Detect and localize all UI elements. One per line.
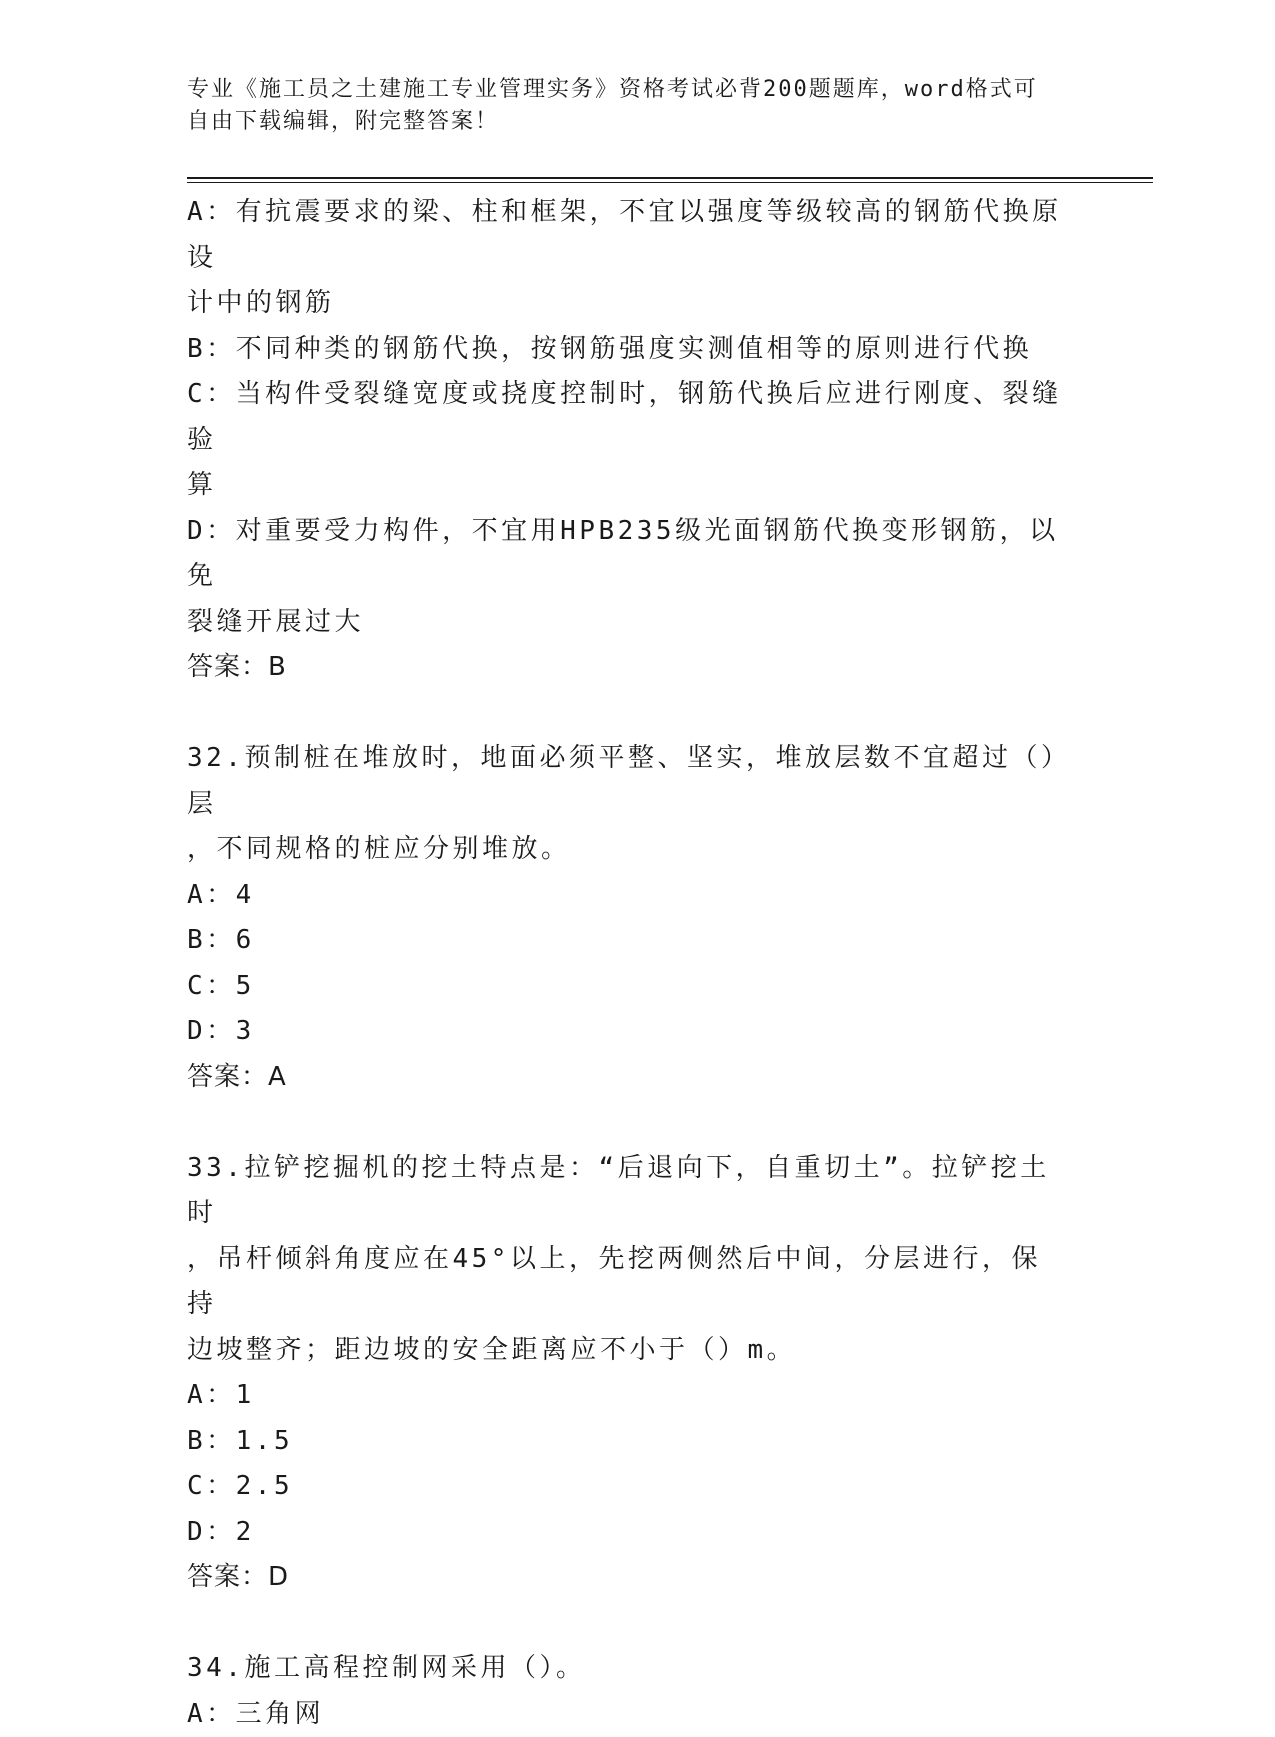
option-d-line-2: 裂缝开展过大 <box>187 600 1067 646</box>
header-title-line-2: 自由下载编辑，附完整答案！ <box>187 106 1067 138</box>
question-33-stem-line-2: ，吊杆倾斜角度应在45°以上，先挖两侧然后中间，分层进行，保持 <box>187 1237 1067 1328</box>
header-divider-thin <box>187 182 1153 183</box>
option-a-line-2: 计中的钢筋 <box>187 281 1067 327</box>
answer-33: 答案：D <box>187 1555 1067 1601</box>
header-title-line-1: 专业《施工员之土建施工专业管理实务》资格考试必背200题题库，word格式可 <box>187 74 1067 106</box>
question-34 <box>187 1646 1067 1737</box>
spacer <box>187 1100 1067 1146</box>
document-body <box>187 190 1067 1737</box>
spacer <box>187 1601 1067 1647</box>
question-33-option-a: A：1 <box>187 1373 1067 1419</box>
answer-31: 答案：B <box>187 645 1067 691</box>
answer-32: 答案：A <box>187 1055 1067 1101</box>
question-34-option-a: A：三角网 <box>187 1692 1067 1737</box>
header-divider-thick <box>187 177 1153 179</box>
option-c-line-2: 算 <box>187 463 1067 509</box>
option-a-line-1: A：有抗震要求的梁、柱和框架，不宜以强度等级较高的钢筋代换原设 <box>187 190 1067 281</box>
question-32-option-b: B：6 <box>187 918 1067 964</box>
question-33-option-b: B：1.5 <box>187 1419 1067 1465</box>
spacer <box>187 691 1067 737</box>
option-b: B：不同种类的钢筋代换，按钢筋强度实测值相等的原则进行代换 <box>187 327 1067 373</box>
question-32-stem-line-1: 32.预制桩在堆放时，地面必须平整、坚实，堆放层数不宜超过（）层 <box>187 736 1067 827</box>
question-31-continued <box>187 190 1067 691</box>
question-32 <box>187 736 1067 1100</box>
document-header <box>187 74 1067 138</box>
question-33 <box>187 1146 1067 1601</box>
question-33-stem-line-1: 33.拉铲挖掘机的挖土特点是：“后退向下，自重切土”。拉铲挖土时 <box>187 1146 1067 1237</box>
option-c-line-1: C：当构件受裂缝宽度或挠度控制时，钢筋代换后应进行刚度、裂缝验 <box>187 372 1067 463</box>
question-33-option-d: D：2 <box>187 1510 1067 1556</box>
question-33-stem-line-3: 边坡整齐；距边坡的安全距离应不小于（）m。 <box>187 1328 1067 1374</box>
question-33-option-c: C：2.5 <box>187 1464 1067 1510</box>
question-32-stem-line-2: ，不同规格的桩应分别堆放。 <box>187 827 1067 873</box>
question-32-option-d: D：3 <box>187 1009 1067 1055</box>
question-32-option-c: C：5 <box>187 964 1067 1010</box>
question-34-stem-line-1: 34.施工高程控制网采用（）。 <box>187 1646 1067 1692</box>
question-32-option-a: A：4 <box>187 873 1067 919</box>
option-d-line-1: D：对重要受力构件，不宜用HPB235级光面钢筋代换变形钢筋，以免 <box>187 509 1067 600</box>
